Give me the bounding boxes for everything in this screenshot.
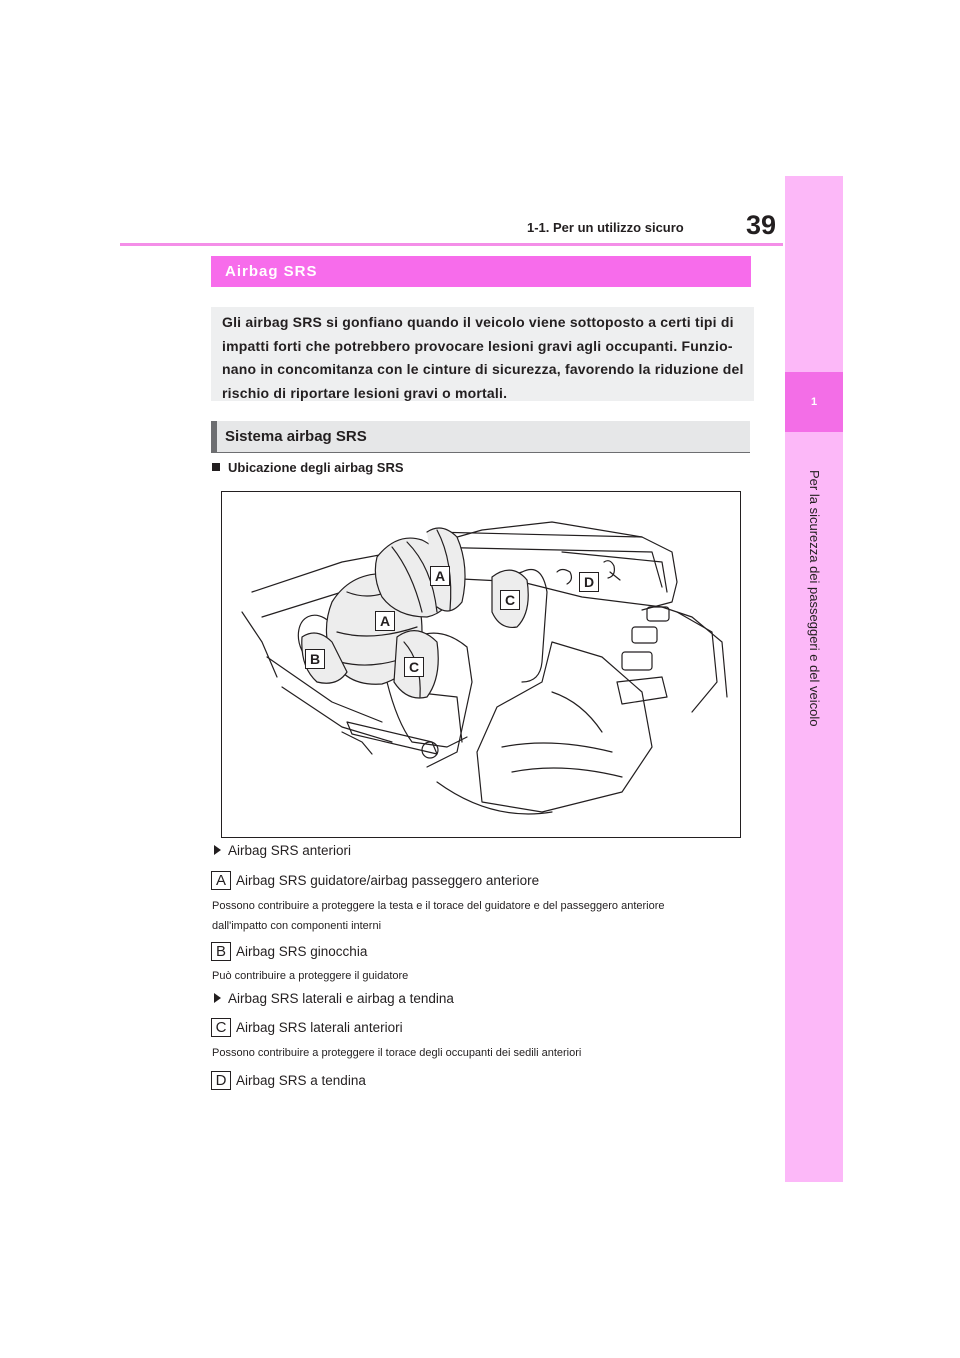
header-rule xyxy=(120,243,783,246)
chapter-number-tab[interactable]: 1 xyxy=(785,372,843,432)
legend-description-a xyxy=(212,896,665,936)
triangle-bullet-icon xyxy=(214,845,221,855)
legend-label: Airbag SRS ginocchia xyxy=(236,944,368,959)
section-title: Airbag SRS xyxy=(225,263,318,280)
legend-label: Airbag SRS a tendina xyxy=(236,1073,366,1088)
letter-b-badge: B xyxy=(211,942,231,961)
airbag-location-figure xyxy=(221,491,741,838)
description-line: dall'impatto con componenti interni xyxy=(212,920,382,932)
subsection-title-bar xyxy=(211,421,750,452)
legend-item-b xyxy=(211,942,367,961)
group-heading-side xyxy=(214,991,454,1006)
intro-line: nano in concomitanza con le cinture di sicurezza, favorendo la riduzione del xyxy=(222,361,744,377)
intro-box xyxy=(211,307,754,401)
description-line: Può contribuire a proteggere il guidatore xyxy=(212,970,409,982)
triangle-bullet-icon xyxy=(214,993,221,1003)
item-heading xyxy=(212,460,404,475)
intro-line: rischio di riportare lesioni gravi o mortali. xyxy=(222,384,508,401)
group-title: Airbag SRS laterali e airbag a tendina xyxy=(228,991,454,1006)
legend-item-c xyxy=(211,1018,403,1037)
figure-label-d: D xyxy=(579,572,599,592)
letter-d-badge: D xyxy=(211,1071,231,1090)
chapter-title-vertical: Per la sicurezza dei passeggeri e del veicolo xyxy=(807,470,822,727)
legend-item-a xyxy=(211,871,539,890)
figure-label-c-driver: C xyxy=(404,657,424,677)
square-bullet-icon xyxy=(212,463,220,471)
legend-label: Airbag SRS laterali anteriori xyxy=(236,1020,403,1035)
letter-a-badge: A xyxy=(211,871,231,890)
intro-line: impatti forti che potrebbero provocare lesioni gravi agli occupanti. Funzio- xyxy=(222,337,733,354)
subsection-underline xyxy=(211,452,750,453)
page-number: 39 xyxy=(746,210,777,240)
item-heading-text: Ubicazione degli airbag SRS xyxy=(228,460,404,475)
car-interior-illustration xyxy=(222,492,740,837)
running-head: 1-1. Per un utilizzo sicuro xyxy=(527,220,684,235)
legend-item-d xyxy=(211,1071,366,1090)
description-line: Possono contribuire a proteggere il torace degli occupanti dei sedili anteriori xyxy=(212,1047,582,1059)
figure-label-b: B xyxy=(305,649,325,669)
legend-description-b xyxy=(212,966,408,986)
legend-label: Airbag SRS guidatore/airbag passeggero anteriore xyxy=(236,873,540,888)
section-title-bar xyxy=(211,256,751,287)
description-line: Possono contribuire a proteggere la testa e il torace del guidatore e del passeggero anteriore xyxy=(212,900,665,912)
figure-label-c-passenger: C xyxy=(500,590,520,610)
group-title: Airbag SRS anteriori xyxy=(228,843,352,858)
legend-description-c xyxy=(212,1043,581,1063)
letter-c-badge: C xyxy=(211,1018,231,1037)
figure-label-a-passenger: A xyxy=(430,566,450,586)
group-heading-front xyxy=(214,843,351,858)
intro-line: Gli airbag SRS si gonfiano quando il veicolo viene sottoposto a certi tipi di xyxy=(222,314,734,330)
subsection-title: Sistema airbag SRS xyxy=(225,428,367,445)
figure-label-a-driver: A xyxy=(375,611,395,631)
